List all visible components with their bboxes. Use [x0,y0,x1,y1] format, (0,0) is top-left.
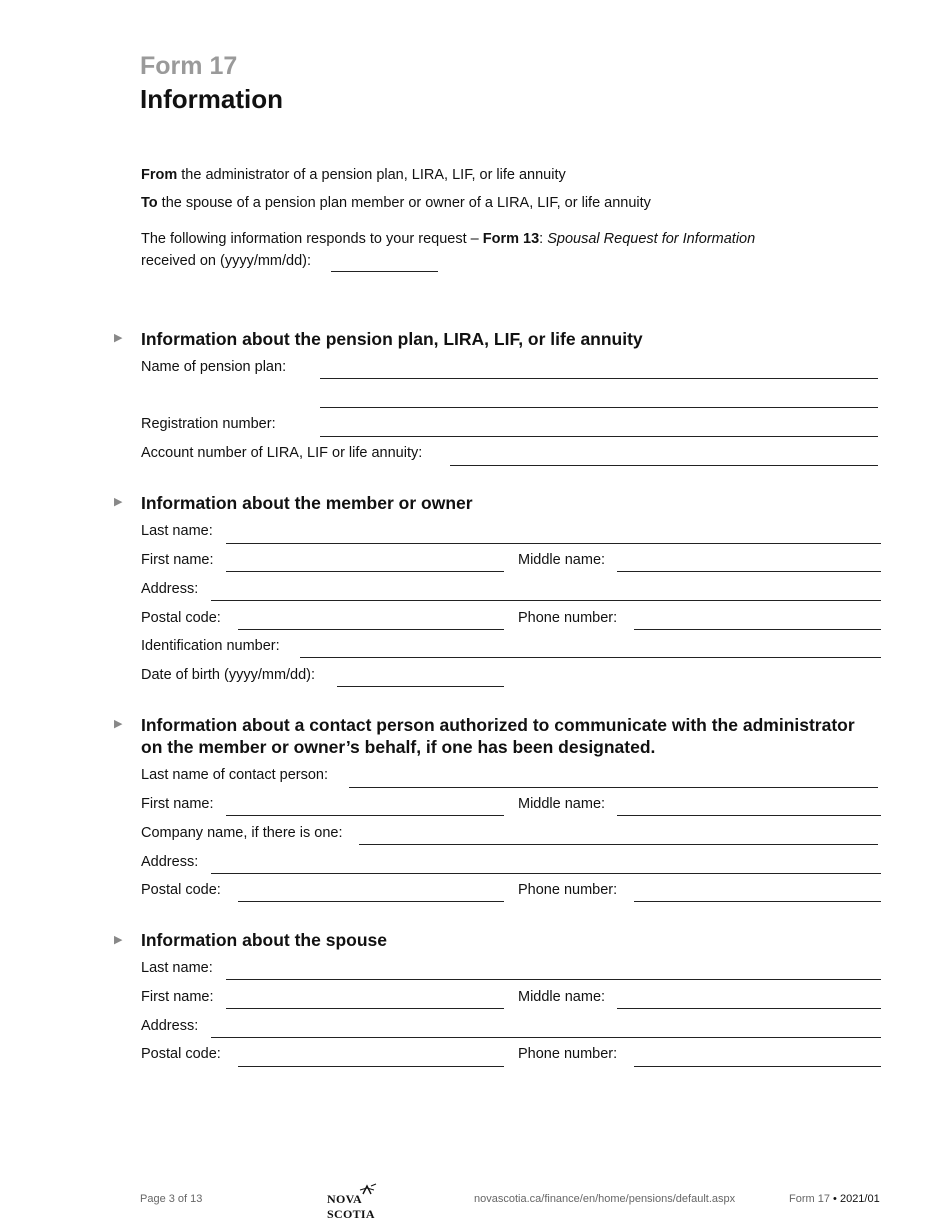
spouse-address-field[interactable] [211,1037,881,1038]
footer-version: 2021/01 [839,1193,880,1205]
section-plan-heading: Information about the pension plan, LIRA, LIF, or life annuity [141,329,643,349]
spouse-first-name-field[interactable] [226,1008,504,1009]
contact-postal-code-label: Postal code: [141,882,221,898]
section-arrow-icon: ▶ [114,934,123,946]
footer-url[interactable]: novascotia.ca/finance/en/home/pensions/default.aspx [474,1193,736,1205]
nova-scotia-logo [327,1183,407,1221]
contact-postal-code-field[interactable] [238,901,504,902]
plan-name-field-line2[interactable] [320,407,878,408]
to-line [141,193,651,213]
contact-address-field[interactable] [211,873,881,874]
member-dob-field[interactable] [337,686,504,687]
spouse-middle-name-label: Middle name: [518,989,606,1005]
spouse-first-name-label: First name: [141,989,214,1005]
plan-name-field[interactable] [320,378,878,379]
page-number: Page 3 of 13 [140,1193,203,1205]
section-arrow-icon: ▶ [114,332,123,344]
spouse-postal-code-label: Postal code: [141,1046,221,1062]
footer-bullet: • [833,1193,837,1205]
member-middle-name-label: Middle name: [518,552,606,568]
request-colon: : [539,231,548,247]
to-text: the spouse of a pension plan member or owner of a LIRA, LIF, or life annuity [157,195,651,211]
contact-middle-name-label: Middle name: [518,796,606,812]
member-middle-name-field[interactable] [617,571,881,572]
section-arrow-icon: ▶ [114,496,123,508]
request-form-title: Spousal Request for Information [547,231,756,247]
from-bold: From [141,167,178,183]
to-bold: To [141,195,158,211]
page-title: Information [140,84,283,114]
spouse-middle-name-field[interactable] [617,1008,881,1009]
footer-form-ref [789,1193,880,1205]
section-arrow-icon: ▶ [114,718,123,730]
member-id-field[interactable] [300,657,881,658]
contact-last-name-label: Last name of contact person: [141,767,328,783]
member-postal-code-label: Postal code: [141,610,221,626]
section-spouse-heading: Information about the spouse [141,930,387,950]
registration-field[interactable] [320,436,878,437]
spouse-last-name-label: Last name: [141,960,213,976]
member-address-field[interactable] [211,600,881,601]
spouse-last-name-field[interactable] [226,979,881,980]
contact-middle-name-field[interactable] [617,815,881,816]
from-text: the administrator of a pension plan, LIRA, LIF, or life annuity [177,167,566,183]
spouse-phone-field[interactable] [634,1066,881,1067]
contact-company-field[interactable] [359,844,878,845]
member-dob-label: Date of birth (yyyy/mm/dd): [141,667,316,683]
member-last-name-label: Last name: [141,523,213,539]
section-member-heading: Information about the member or owner [141,493,473,513]
member-id-label: Identification number: [141,638,280,654]
form-number: Form 17 [140,52,238,80]
spouse-postal-code-field[interactable] [238,1066,504,1067]
contact-first-name-field[interactable] [226,815,504,816]
contact-company-label: Company name, if there is one: [141,825,343,841]
request-line [141,229,755,249]
contact-last-name-field[interactable] [349,787,878,788]
request-prefix: The following information responds to your request – [141,231,483,247]
account-field[interactable] [450,465,878,466]
plan-name-label: Name of pension plan: [141,359,287,375]
contact-phone-field[interactable] [634,901,881,902]
contact-phone-label: Phone number: [518,882,618,898]
footer-form-label: Form 17 [789,1193,830,1205]
member-address-label: Address: [141,581,199,597]
registration-label: Registration number: [141,416,276,432]
member-phone-label: Phone number: [518,610,618,626]
section-contact-heading-line1: Information about a contact person authorized to communicate with the administrator [141,715,855,735]
from-line [141,165,566,185]
contact-address-label: Address: [141,854,199,870]
member-first-name-field[interactable] [226,571,504,572]
spouse-address-label: Address: [141,1018,199,1034]
request-form-bold: Form 13 [482,231,540,247]
received-date-field[interactable] [331,271,438,272]
member-postal-code-field[interactable] [238,629,504,630]
spouse-phone-label: Phone number: [518,1046,618,1062]
logo-text: NOVA SCOTIA [327,1192,375,1221]
member-phone-field[interactable] [634,629,881,630]
member-first-name-label: First name: [141,552,214,568]
contact-first-name-label: First name: [141,796,214,812]
account-label: Account number of LIRA, LIF or life annuity: [141,445,423,461]
received-label: received on (yyyy/mm/dd): [141,253,312,269]
section-contact-heading-line2: on the member or owner’s behalf, if one has been designated. [141,737,656,757]
member-last-name-field[interactable] [226,543,881,544]
